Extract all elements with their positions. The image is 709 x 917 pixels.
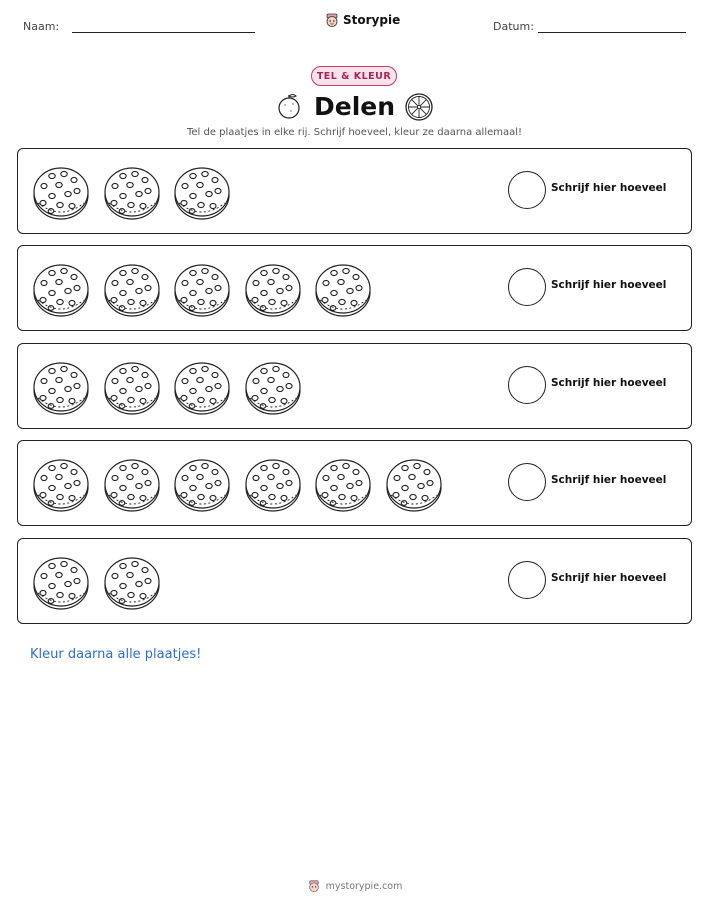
counting-row — [17, 440, 692, 526]
answer-label: Schrijf hier hoeveel — [551, 572, 667, 584]
cookie-icon[interactable] — [103, 553, 161, 611]
answer-circle[interactable] — [508, 366, 546, 404]
date-label: Datum: — [493, 20, 534, 33]
answer-circle[interactable] — [508, 171, 546, 209]
row-items — [32, 260, 385, 318]
cookie-icon[interactable] — [244, 260, 302, 318]
cookie-icon[interactable] — [385, 455, 443, 513]
cookie-icon[interactable] — [103, 163, 161, 221]
answer-circle[interactable] — [508, 561, 546, 599]
counting-row — [17, 343, 692, 429]
cookie-icon[interactable] — [173, 163, 231, 221]
footer-url: mystorypie.com — [325, 880, 403, 892]
orange-slice-icon — [404, 92, 434, 122]
brand-name: Storypie — [343, 13, 401, 27]
instructions-subtitle: Tel de plaatjes in elke rij. Schrijf hoeveel, kleur ze daarna allemaal! — [186, 127, 523, 138]
row-items — [32, 163, 244, 221]
cookie-icon[interactable] — [173, 358, 231, 416]
cookie-icon[interactable] — [314, 260, 372, 318]
cookie-icon[interactable] — [32, 163, 90, 221]
name-field-line[interactable] — [72, 32, 255, 33]
cookie-icon[interactable] — [32, 358, 90, 416]
answer-label: Schrijf hier hoeveel — [551, 182, 667, 194]
cookie-icon[interactable] — [103, 455, 161, 513]
answer-circle[interactable] — [508, 463, 546, 501]
cookie-icon[interactable] — [32, 260, 90, 318]
storypie-mascot-icon — [324, 12, 340, 28]
cookie-icon[interactable] — [103, 260, 161, 318]
category-badge: TEL & KLEUR — [311, 66, 397, 86]
row-items — [32, 455, 455, 513]
cookie-icon[interactable] — [314, 455, 372, 513]
coloring-instruction: Kleur daarna alle plaatjes! — [30, 647, 202, 662]
answer-label: Schrijf hier hoeveel — [551, 377, 667, 389]
answer-label: Schrijf hier hoeveel — [551, 279, 667, 291]
name-label: Naam: — [23, 20, 60, 33]
cookie-icon[interactable] — [32, 553, 90, 611]
brand-logo — [324, 12, 400, 28]
cookie-icon[interactable] — [244, 455, 302, 513]
answer-circle[interactable] — [508, 268, 546, 306]
counting-row — [17, 245, 692, 331]
footer — [0, 879, 709, 893]
row-items — [32, 358, 314, 416]
cookie-icon[interactable] — [32, 455, 90, 513]
date-field-line[interactable] — [538, 32, 686, 33]
cookie-icon[interactable] — [103, 358, 161, 416]
answer-label: Schrijf hier hoeveel — [551, 474, 667, 486]
page-title: Delen — [313, 92, 396, 121]
cookie-icon[interactable] — [244, 358, 302, 416]
cookie-icon[interactable] — [173, 260, 231, 318]
title-row — [0, 90, 709, 124]
row-items — [32, 553, 173, 611]
cookie-icon[interactable] — [173, 455, 231, 513]
counting-row — [17, 538, 692, 624]
counting-row — [17, 148, 692, 234]
storypie-mascot-icon — [307, 879, 321, 893]
